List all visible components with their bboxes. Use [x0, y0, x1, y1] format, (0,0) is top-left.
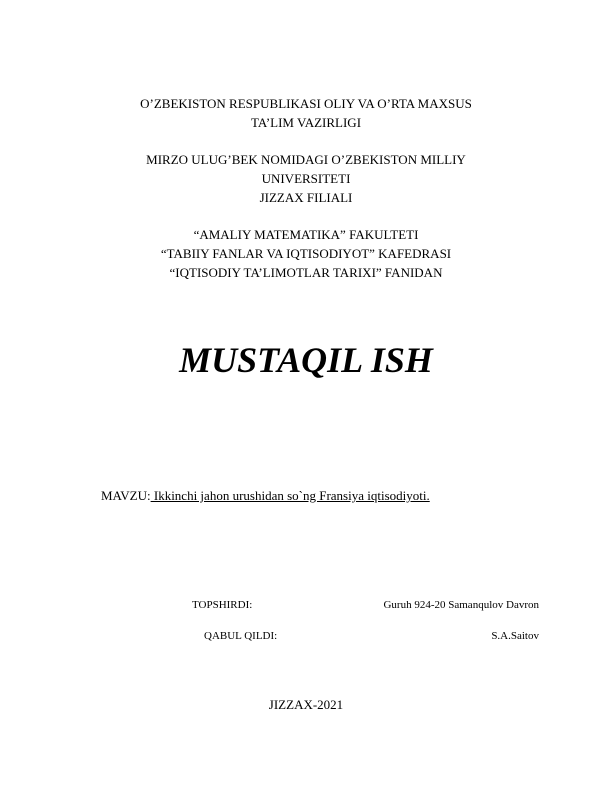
ministry-line-1: O’ZBEKISTON RESPUBLIKASI OLIY VA O’RTA MAXSUS: [140, 96, 472, 111]
document-title: MUSTAQIL ISH: [179, 340, 433, 380]
branch-name: JIZZAX FILIALI: [259, 190, 353, 205]
accepted-value: S.A.Saitov: [491, 630, 539, 642]
subject-name: “IQTISODIY TA’LIMOTLAR TARIXI” FANIDAN: [169, 265, 443, 280]
ministry-line-2: TA’LIM VAZIRLIGI: [250, 115, 362, 130]
faculty-name: “AMALIY MATEMATIKA” FAKULTETI: [193, 227, 419, 242]
place-year: JIZZAX-2021: [268, 697, 344, 712]
topic-line: [101, 488, 430, 504]
submitted-label: TOPSHIRDI:: [192, 599, 253, 611]
university-line-1: MIRZO ULUG’BEK NOMIDAGI O’ZBEKISTON MILLIY: [146, 152, 466, 167]
accepted-label: QABUL QILDI:: [204, 630, 278, 642]
submitted-value: Guruh 924-20 Samanqulov Davron: [383, 599, 539, 611]
university-line-2: UNIVERSITETI: [261, 171, 351, 186]
department-name: “TABIIY FANLAR VA IQTISODIYOT” KAFEDRASI: [160, 246, 452, 261]
topic-label: MAVZU:: [101, 488, 151, 503]
topic-text: Ikkinchi jahon urushidan so`ng Fransiya iqtisodiyoti.: [150, 488, 430, 503]
